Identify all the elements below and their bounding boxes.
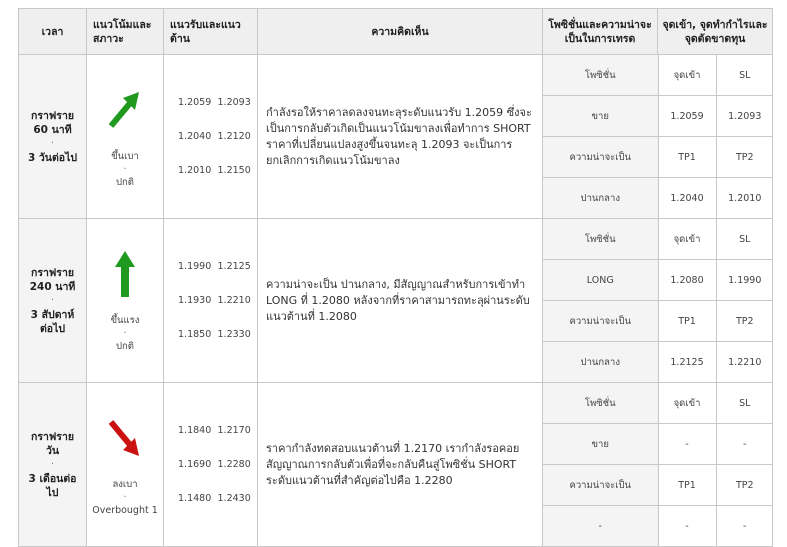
position-row	[543, 465, 773, 506]
level-pair	[164, 154, 257, 188]
exit-cell: -	[743, 520, 747, 532]
status-label: ปกติ	[116, 177, 134, 188]
exit-cell: TP2	[716, 465, 773, 506]
position-row	[543, 342, 773, 383]
position-row	[543, 301, 773, 342]
comment-cell: ราคากำลังทดสอบแนวต้านที่ 1.2170 เรากำลังรอคอยสัญญาณการกลับตัวเพื่อที่จะกลับคืนสู่โพซิชั่น SHORT ระดับแนวต้านที่สำคัญต่อไปคือ 1.2280	[258, 383, 543, 547]
entry-cell: จุดเข้า	[658, 219, 716, 260]
header-row	[19, 9, 773, 55]
levels-cell	[164, 383, 258, 547]
position-row	[543, 137, 773, 178]
header-entry-tp-sl: จุดเข้า, จุดทำกำไรและจุดตัดขาดทุน	[658, 9, 773, 55]
position-cell: โพซิชั่น	[543, 219, 658, 260]
resistance-level: 1.2430	[217, 493, 251, 504]
trend-separator: ·	[123, 164, 127, 175]
level-pair	[164, 414, 257, 448]
arrow-down-right-icon	[87, 412, 163, 464]
support-level: 1.1690	[178, 459, 212, 470]
time-line: กราฟราย	[30, 266, 74, 279]
resistance-level: 1.2150	[217, 165, 251, 176]
header-trend-status: แนวโน้มและสภาวะ	[87, 9, 164, 55]
level-pair	[164, 482, 257, 516]
resistance-level: 1.2093	[217, 97, 251, 108]
support-level: 1.1850	[178, 329, 212, 340]
header-position: โพซิชั่นและความน่าจะเป็นในการเทรด	[543, 9, 658, 55]
time-line: ต่อไป	[39, 322, 66, 335]
resistance-level: 1.2120	[217, 131, 251, 142]
resistance-level: 1.2170	[217, 425, 251, 436]
exit-cell: SL	[716, 219, 773, 260]
position-cell: -	[543, 506, 658, 547]
arrow-up-icon	[87, 248, 163, 300]
header-support-resistance: แนวรับและแนวต้าน	[164, 9, 258, 55]
resistance-level: 1.2210	[217, 295, 251, 306]
position-cell: ปานกลาง	[543, 178, 658, 219]
position-row	[543, 96, 773, 137]
entry-cell: 1.2125	[658, 342, 716, 383]
entry-cell: 1.2080	[658, 260, 716, 301]
trend-cell	[87, 219, 164, 383]
comment-cell: กำลังรอให้ราคาลดลงจนทะลุระดับแนวรับ 1.2059 ซึ่งจะเป็นการกลับตัวเกิดเป็นแนวโน้มขาลงเพื่อทำการ SHORT ราคาที่เปลี่ยนแปลงสูงขึ้นจนทะลุ 1.2093 จะเป็นการยกเลิกการเกิดแนวโน้มขาลง	[258, 55, 543, 219]
position-cell: โพซิชั่น	[543, 383, 658, 424]
comment-cell: ความน่าจะเป็น ปานกลาง, มีสัญญาณสำหรับการเข้าทำ LONG ที่ 1.2080 หลังจากที่ราคาสามารถทะลุผ่านระดับแนวต้านที่ 1.2080	[258, 219, 543, 383]
exit-cell: -	[716, 424, 773, 465]
trend-separator: ·	[123, 492, 127, 503]
time-cell	[19, 55, 87, 219]
time-line: 60 นาที	[33, 123, 72, 136]
position-cell: ขาย	[543, 424, 658, 465]
entry-cell: -	[658, 424, 716, 465]
time-line: 3 เดือนต่อ	[28, 472, 77, 485]
entry-cell: TP1	[658, 465, 716, 506]
position-cell: ขาย	[543, 96, 658, 137]
entry-cell: TP1	[658, 301, 716, 342]
entry-cell: 1.2059	[658, 96, 716, 137]
position-row	[543, 260, 773, 301]
position-row	[543, 506, 773, 547]
support-level: 1.1480	[178, 493, 212, 504]
arrow-up-right-icon	[87, 84, 163, 136]
status-label: Overbought 1	[92, 505, 158, 516]
entry-cell: TP1	[658, 137, 716, 178]
time-line: 3 วันต่อไป	[27, 151, 78, 164]
position-cell: LONG	[543, 260, 658, 301]
time-line: ·	[50, 294, 55, 306]
support-level: 1.2010	[178, 165, 212, 176]
table-row	[19, 219, 773, 383]
trend-label: ขึ้นเบา	[111, 151, 139, 162]
exit-cell: 1.2093	[716, 96, 773, 137]
support-level: 1.2040	[178, 131, 212, 142]
position-row	[543, 55, 773, 96]
position-cell: โพซิชั่น	[543, 55, 658, 96]
header-time: เวลา	[19, 9, 87, 55]
exit-cell: 1.2010	[728, 192, 762, 204]
exit-cell: 1.2210	[728, 356, 762, 368]
time-line: กราฟราย	[30, 109, 74, 122]
time-line: วัน	[45, 444, 60, 457]
level-pair	[164, 318, 257, 352]
trend-cell	[87, 383, 164, 547]
exit-cell: SL	[716, 55, 773, 96]
position-row	[543, 383, 773, 424]
level-pair	[164, 284, 257, 318]
position-cell: ความน่าจะเป็น	[543, 137, 658, 178]
trend-label: ลงเบา	[112, 479, 138, 490]
support-level: 1.1930	[178, 295, 212, 306]
entry-cell: 1.2040	[658, 178, 716, 219]
support-level: 1.1840	[178, 425, 212, 436]
entry-cell: -	[658, 506, 716, 547]
level-pair	[164, 120, 257, 154]
position-table	[543, 55, 773, 218]
time-line: ไป	[46, 486, 59, 499]
status-label: ปกติ	[116, 341, 134, 352]
time-line: 240 นาที	[29, 280, 76, 293]
resistance-level: 1.2125	[217, 261, 251, 272]
trend-separator: ·	[123, 328, 127, 339]
levels-cell	[164, 219, 258, 383]
resistance-level: 1.2330	[217, 329, 251, 340]
exit-cell: 1.1990	[716, 260, 773, 301]
resistance-level: 1.2280	[217, 459, 251, 470]
level-pair	[164, 448, 257, 482]
position-cell-group	[543, 55, 773, 219]
level-pair	[164, 86, 257, 120]
time-cell	[19, 383, 87, 547]
position-row	[543, 178, 773, 219]
time-line: กราฟราย	[30, 430, 74, 443]
analysis-table	[18, 8, 773, 547]
exit-cell: TP2	[716, 301, 773, 342]
table-row	[19, 55, 773, 219]
entry-cell: จุดเข้า	[658, 55, 716, 96]
time-cell	[19, 219, 87, 383]
header-comment: ความคิดเห็น	[258, 9, 543, 55]
position-cell-group	[543, 219, 773, 383]
position-row	[543, 219, 773, 260]
position-cell: ความน่าจะเป็น	[543, 465, 658, 506]
entry-cell: จุดเข้า	[658, 383, 716, 424]
time-line: 3 สัปดาห์	[30, 308, 75, 321]
trend-cell	[87, 55, 164, 219]
support-level: 1.1990	[178, 261, 212, 272]
position-table	[543, 219, 773, 382]
levels-cell	[164, 55, 258, 219]
support-level: 1.2059	[178, 97, 212, 108]
trend-label: ขึ้นแรง	[110, 315, 140, 326]
position-cell: ความน่าจะเป็น	[543, 301, 658, 342]
analysis-table-container	[18, 8, 773, 547]
exit-cell: TP2	[716, 137, 773, 178]
position-cell-group	[543, 383, 773, 547]
time-line: ·	[50, 137, 55, 149]
table-row	[19, 383, 773, 547]
exit-cell: SL	[716, 383, 773, 424]
position-table	[543, 383, 773, 546]
position-cell: ปานกลาง	[543, 342, 658, 383]
level-pair	[164, 250, 257, 284]
time-line: ·	[50, 458, 55, 470]
position-row	[543, 424, 773, 465]
